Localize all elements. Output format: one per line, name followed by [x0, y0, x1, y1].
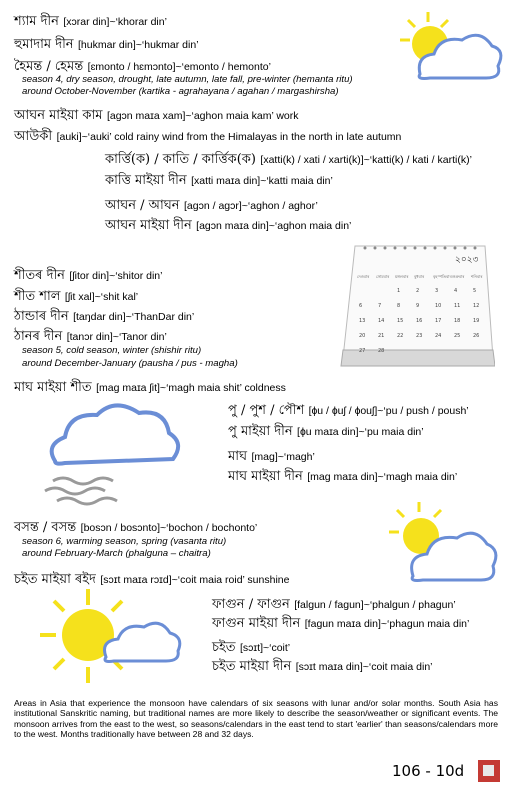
- calendar-date: 5: [473, 288, 477, 294]
- season-5-note: season 5, cold season, winter (shishir ritu): [22, 345, 202, 356]
- season-6-months: around February-March (phalguna – chaitra): [22, 548, 211, 559]
- calendar-date: 13: [359, 318, 366, 324]
- season-5-months: around December-January (pausha / pus - magha): [22, 358, 238, 369]
- entry-magh: মাঘ [mag]~‘magh’: [228, 449, 315, 464]
- calendar-date: 7: [378, 303, 382, 309]
- calendar-date: 26: [473, 333, 480, 339]
- calendar-day-header: মঙ্গলবাৰ: [395, 274, 409, 279]
- calendar-date: 6: [359, 303, 363, 309]
- calendar-date: 11: [454, 303, 461, 309]
- calendar-date: 24: [435, 333, 442, 339]
- calendar-date: 21: [378, 333, 385, 339]
- entry-coit-maia-roid: চইত মাইয়া ৰইদ [sɔɪt maɪa rɔɪd]~‘coit maia roid’ sunshine: [14, 572, 290, 587]
- calendar-day-header: বুধবাৰ: [414, 274, 425, 279]
- calendar-day-header: শুক্ৰবাৰ: [452, 274, 465, 279]
- calendar-day-header: সোমবাৰ: [376, 274, 390, 279]
- entry-hukmar-din: হুমাদাম দীন [hukmar din]~‘hukmar din’: [14, 37, 199, 52]
- calendar-year: ২০২৩: [455, 255, 479, 265]
- calendar-date: 25: [454, 333, 461, 339]
- calendar-date: 22: [397, 333, 404, 339]
- sun-cloud-icon: [385, 500, 503, 592]
- calendar-icon: [335, 238, 495, 370]
- calendar-date: 28: [378, 348, 385, 354]
- entry-katti-maia-din: কাত্তি মাইয়া দীন [xatti maɪa din]~‘katti maia din’: [105, 173, 333, 188]
- calendar-date: 18: [454, 318, 461, 324]
- calendar-date: 27: [359, 348, 366, 354]
- footer-paragraph: Areas in Asia that experience the monsoon have calendars of six seasons with lunar and/or solar months. South Asia has institutional Sanskritic naming, but traditional names are more likely to describe the season/weather or significant events. The monsoon arrives from the east to the west, so seasons/calendars in the east tend to start 'earlier' than seasons/calendars more to the west. Months traditionally have between 28 and 32 days.: [14, 698, 498, 740]
- entry-auki: আউকী [auki]~‘auki’ cold rainy wind from the Himalayas in the north in late autumn: [14, 129, 402, 144]
- entry-hemonto: হৈমন্ত / হেমন্ত [ɛmonto / hɛmɔnto]~‘emonto / hemonto’: [14, 59, 271, 74]
- entry-shit-kal: শীত শাল [ʃit xal]~‘shit kal’: [14, 289, 139, 304]
- calendar-date: 1: [397, 288, 401, 294]
- calendar-date: 16: [416, 318, 423, 324]
- flag-icon: [478, 760, 500, 782]
- calendar-date: 4: [454, 288, 458, 294]
- page-number: 106 - 10d: [392, 762, 465, 780]
- sun-cloud-icon: [398, 8, 506, 88]
- entry-pu-maia-din: পু মাইয়া দীন [ɸu maɪa din]~‘pu maia din’: [228, 424, 424, 439]
- entry-magh-maia-shit: মাঘ মাইয়া শীত [mag maɪa ʃit]~‘magh maia shit’ coldness: [14, 380, 286, 395]
- calendar-date: 23: [416, 333, 423, 339]
- calendar-date: 17: [435, 318, 442, 324]
- calendar-date: 20: [359, 333, 366, 339]
- calendar-date: 12: [473, 303, 480, 309]
- entry-katti: কাৰ্ত্তি(ক) / কাতি / কাৰ্ত্তিক(ক) [xatti(k) / xati / xarti(k)]~‘katti(k) / kati / karti(k)’: [105, 152, 472, 167]
- season-4-months: around October-November (kartika - agrahayana / agahan / margashirsha): [22, 86, 339, 97]
- calendar-day-header: শনিবাৰ: [471, 274, 483, 279]
- entry-aghon-maia-kam: আঘন মাইয়া কাম [agɔn maɪa xam]~‘aghon maia kam’ work: [14, 108, 299, 123]
- entry-magh-maia-din: মাঘ মাইয়া দীন [mag maɪa din]~‘magh maia din’: [228, 469, 458, 484]
- entry-phagun-maia-din: ফাগুন মাইয়া দীন [fagun maɪa din]~‘phagun maia din’: [212, 616, 470, 631]
- calendar-date: 14: [378, 318, 385, 324]
- calendar-date: 19: [473, 318, 480, 324]
- calendar-date: 2: [416, 288, 420, 294]
- entry-coit-maia-din: চইত মাইয়া দীন [sɔɪt maɪa din]~‘coit maia din’: [212, 659, 433, 674]
- entry-shitor-din: শীতৰ দীন [ʃitor din]~‘shitor din’: [14, 268, 163, 283]
- entry-aghon: আঘন / আঘন [agɔn / agɔr]~‘aghon / aghor’: [105, 198, 318, 213]
- season-6-note: season 6, warming season, spring (vasanta ritu): [22, 536, 227, 547]
- calendar-date: 10: [435, 303, 442, 309]
- entry-aghon-maia-din: আঘন মাইয়া দীন [agɔn maɪa din]~‘aghon maia din’: [105, 218, 352, 233]
- calendar-day-header: বৃহস্পতিবাৰ: [433, 274, 452, 279]
- season-4-note: season 4, dry season, drought, late autumn, late fall, pre-winter (hemanta ritu): [22, 74, 353, 85]
- wind-cloud-icon: [35, 395, 190, 510]
- calendar-day-header: দেওবাৰ: [357, 274, 370, 279]
- calendar-date: 8: [397, 303, 401, 309]
- entry-push: পু / পুশ / পৌশ [ɸu / ɸuʃ / ɸouʃ]~‘pu / push / poush’: [228, 403, 469, 418]
- sun-small-cloud-icon: [28, 585, 198, 697]
- entry-phagun: ফাগুন / ফাগুন [falgun / fagun]~‘phalgun / phagun’: [212, 597, 456, 612]
- calendar-date: 9: [416, 303, 420, 309]
- entry-thandar-din: ঠান্ডাৰ দীন [taŋdar din]~‘ThanDar din’: [14, 309, 195, 324]
- entry-bochonto: বসন্ত / বসন্ত [bosɔn / bosɔnto]~‘bochon / bochonto’: [14, 520, 258, 535]
- entry-tanor-din: ঠানৰ দীন [tanɔr din]~‘Tanor din’: [14, 329, 167, 344]
- entry-khorar-din: শ্যাম দীন [xɔrar din]~‘khorar din’: [14, 14, 167, 29]
- calendar-date: 3: [435, 288, 439, 294]
- calendar-date: 15: [397, 318, 404, 324]
- entry-coit: চইত [sɔɪt]~‘coit’: [212, 640, 291, 655]
